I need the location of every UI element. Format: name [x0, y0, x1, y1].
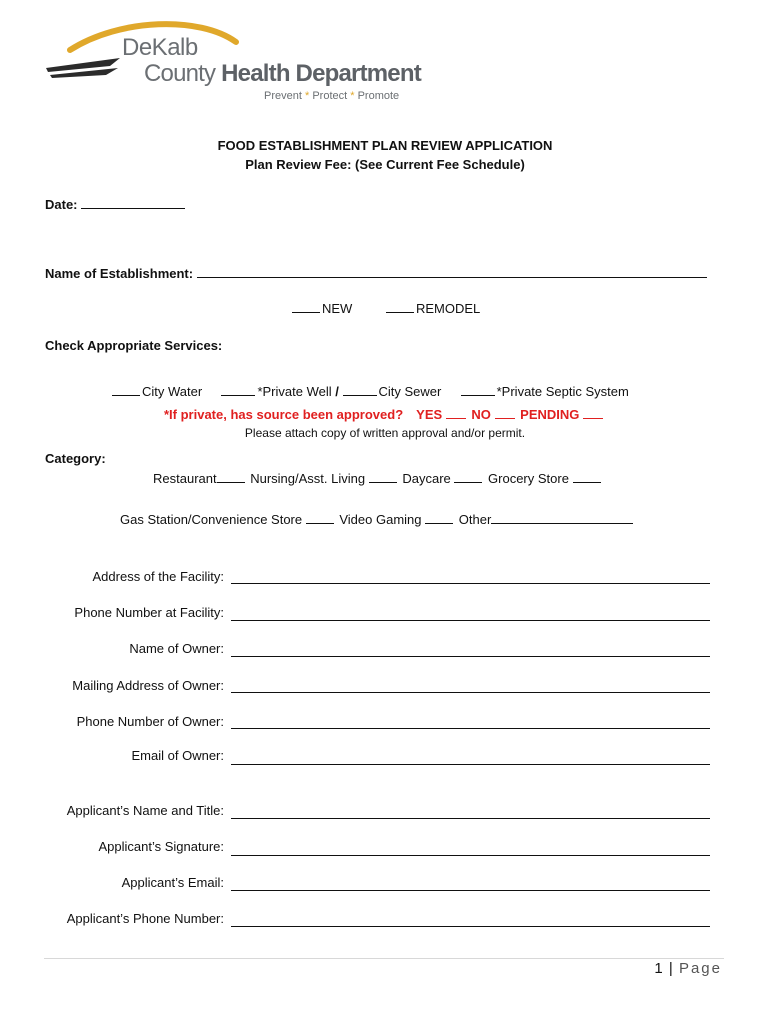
category-row-2	[120, 511, 635, 527]
private-septic-label: *Private Septic System	[496, 384, 629, 399]
logo-tagline: Prevent * Protect * Promote	[264, 90, 400, 102]
page-number: 1 | Page	[654, 960, 722, 977]
private-well-blank[interactable]	[221, 383, 255, 396]
logo-text-county: County Health Department	[144, 60, 421, 87]
remodel-label: REMODEL	[416, 301, 481, 316]
private-septic-blank[interactable]	[461, 383, 495, 396]
applicant-name-line[interactable]	[231, 818, 710, 819]
owner-name-line[interactable]	[231, 656, 710, 657]
facility-address-line[interactable]	[231, 583, 710, 584]
services-heading: Check Appropriate Services:	[45, 338, 223, 353]
video-gaming-label: Video Gaming	[339, 512, 422, 527]
facility-phone-line[interactable]	[231, 620, 710, 621]
city-water-blank[interactable]	[112, 383, 140, 396]
new-option[interactable]	[292, 300, 352, 316]
department-logo	[40, 20, 421, 110]
footer-divider	[44, 958, 724, 959]
approval-yes-label: YES	[416, 407, 443, 422]
grocery-blank[interactable]	[573, 470, 601, 483]
date-field[interactable]	[45, 196, 187, 212]
attach-note: Please attach copy of written approval and/or permit.	[244, 426, 526, 440]
private-well-label: *Private Well	[257, 384, 332, 399]
applicant-phone-line[interactable]	[231, 926, 710, 927]
new-checkbox-blank[interactable]	[292, 300, 320, 313]
city-sewer-blank[interactable]	[343, 383, 377, 396]
new-label: NEW	[322, 301, 353, 316]
form-subtitle: Plan Review Fee: (See Current Fee Schedule)	[245, 157, 525, 172]
establishment-blank[interactable]	[197, 265, 707, 278]
approval-question: *If private, has source been approved?	[164, 407, 404, 422]
applicant-email-label: Applicant’s Email:	[121, 875, 224, 890]
owner-mailing-label: Mailing Address of Owner:	[72, 678, 224, 693]
logo-text-dekalb: DeKalb	[122, 34, 198, 61]
daycare-label: Daycare	[402, 471, 451, 486]
approval-question-row	[164, 406, 605, 422]
other-blank[interactable]	[491, 511, 633, 524]
other-label: Other	[458, 512, 492, 527]
applicant-signature-label: Applicant’s Signature:	[98, 839, 224, 854]
restaurant-label: Restaurant	[153, 471, 217, 486]
video-gaming-blank[interactable]	[425, 511, 453, 524]
owner-phone-line[interactable]	[231, 728, 710, 729]
form-title: FOOD ESTABLISHMENT PLAN REVIEW APPLICATION	[217, 138, 553, 153]
approval-no-label: NO	[471, 407, 491, 422]
approval-pending-label: PENDING	[520, 407, 580, 422]
approval-no-blank[interactable]	[495, 406, 515, 419]
category-heading: Category:	[45, 451, 106, 466]
nursing-label: Nursing/Asst. Living	[250, 471, 366, 486]
approval-pending-blank[interactable]	[583, 406, 603, 419]
gas-station-label: Gas Station/Convenience Store	[120, 512, 303, 527]
city-sewer-label: City Sewer	[378, 384, 442, 399]
date-label: Date:	[45, 197, 78, 212]
establishment-field[interactable]	[45, 265, 709, 281]
applicant-email-line[interactable]	[231, 890, 710, 891]
nursing-blank[interactable]	[369, 470, 397, 483]
services-slash: /	[335, 384, 339, 399]
remodel-checkbox-blank[interactable]	[386, 300, 414, 313]
facility-address-label: Address of the Facility:	[92, 569, 224, 584]
remodel-option[interactable]	[386, 300, 480, 316]
restaurant-blank[interactable]	[217, 470, 245, 483]
owner-phone-label: Phone Number of Owner:	[76, 714, 224, 729]
owner-email-label: Email of Owner:	[131, 748, 224, 763]
owner-email-line[interactable]	[231, 764, 710, 765]
owner-mailing-line[interactable]	[231, 692, 710, 693]
services-row	[112, 383, 629, 399]
date-blank[interactable]	[81, 196, 185, 209]
city-water-label: City Water	[142, 384, 203, 399]
gas-station-blank[interactable]	[306, 511, 334, 524]
applicant-name-label: Applicant’s Name and Title:	[66, 803, 224, 818]
owner-name-label: Name of Owner:	[129, 641, 224, 656]
establishment-label: Name of Establishment:	[45, 266, 194, 281]
facility-phone-label: Phone Number at Facility:	[74, 605, 224, 620]
approval-yes-blank[interactable]	[446, 406, 466, 419]
category-row-1	[153, 470, 603, 486]
applicant-signature-line[interactable]	[231, 855, 710, 856]
grocery-label: Grocery Store	[488, 471, 569, 486]
applicant-phone-label: Applicant’s Phone Number:	[66, 911, 224, 926]
daycare-blank[interactable]	[454, 470, 482, 483]
